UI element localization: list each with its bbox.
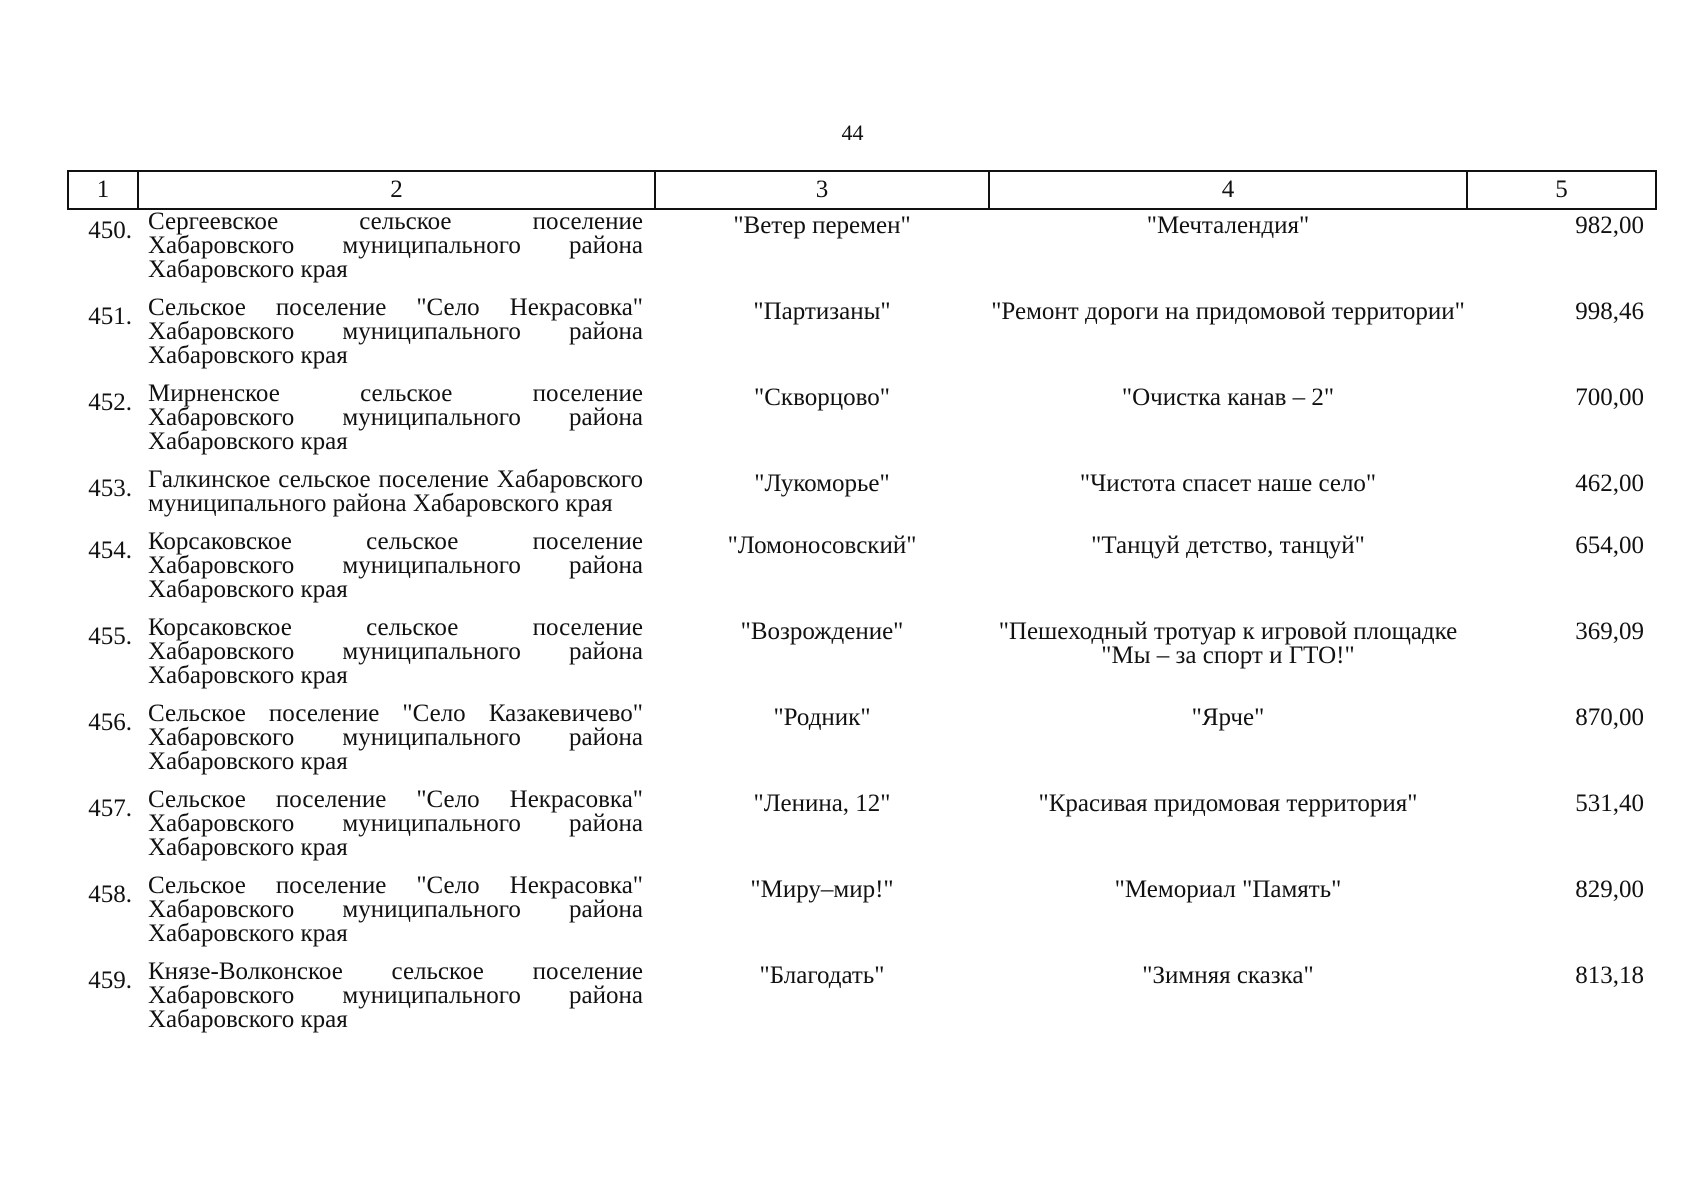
- table-row: [68, 209, 1656, 296]
- row-number: 453.: [88, 475, 132, 502]
- project-name: "Зимняя сказка": [1142, 962, 1314, 989]
- project-name: "Ярче": [1191, 704, 1265, 731]
- initiative-group: "Ленина, 12": [753, 790, 891, 817]
- row-number: 459.: [88, 967, 132, 994]
- row-number: 457.: [88, 795, 132, 822]
- document-table: [67, 170, 1657, 1046]
- header-col-3: 3: [655, 171, 989, 209]
- amount: 982,00: [1575, 212, 1644, 239]
- municipality-name: Сергеевское сельское поселение Хабаровского муниципального района Хабаровского края: [148, 208, 643, 283]
- row-number: 458.: [88, 881, 132, 908]
- table-row: [68, 530, 1656, 616]
- header-col-1: 1: [68, 171, 138, 209]
- row-number: 456.: [88, 709, 132, 736]
- initiative-group: "Благодать": [759, 962, 885, 989]
- row-number: 450.: [88, 217, 132, 244]
- project-name: "Мемориал "Память": [1114, 876, 1342, 903]
- amount: 462,00: [1575, 470, 1644, 497]
- header-col-5: 5: [1467, 171, 1656, 209]
- project-name: "Мечталендия": [1146, 212, 1310, 239]
- project-name: "Ремонт дороги на придомовой территории": [991, 298, 1465, 325]
- amount: 369,09: [1575, 618, 1644, 645]
- initiative-group: "Ломоносовский": [727, 532, 917, 559]
- municipality-name: Князе-Волконское сельское поселение Хабаровского муниципального района Хабаровского края: [148, 958, 643, 1033]
- initiative-group: "Ветер перемен": [733, 212, 911, 239]
- row-number: 455.: [88, 623, 132, 650]
- initiative-group: "Родник": [773, 704, 871, 731]
- municipality-name: Сельское поселение "Село Некрасовка" Хабаровского муниципального района Хабаровского края: [148, 294, 643, 369]
- municipality-name: Сельское поселение "Село Некрасовка" Хабаровского муниципального района Хабаровского края: [148, 872, 643, 947]
- amount: 654,00: [1575, 532, 1644, 559]
- row-number: 452.: [88, 389, 132, 416]
- table-header: [68, 171, 1656, 209]
- table-body: [68, 209, 1656, 1046]
- project-name: "Танцуй детство, танцуй": [1091, 532, 1365, 559]
- amount: 870,00: [1575, 704, 1644, 731]
- initiative-group: "Лукоморье": [754, 470, 890, 497]
- municipality-name: Сельское поселение "Село Казакевичево" Хабаровского муниципального района Хабаровского края: [148, 700, 643, 775]
- table-row: [68, 382, 1656, 468]
- table-row: [68, 960, 1656, 1046]
- table-row: [68, 874, 1656, 960]
- project-name: "Красивая придомовая территория": [1038, 790, 1418, 817]
- amount: 829,00: [1575, 876, 1644, 903]
- municipality-name: Сельское поселение "Село Некрасовка" Хабаровского муниципального района Хабаровского края: [148, 786, 643, 861]
- table-row: [68, 296, 1656, 382]
- initiative-group: "Миру–мир!": [750, 876, 894, 903]
- initiative-group: "Партизаны": [753, 298, 891, 325]
- municipality-name: Мирненское сельское поселение Хабаровского муниципального района Хабаровского края: [148, 380, 643, 455]
- amount: 813,18: [1575, 962, 1644, 989]
- amount: 700,00: [1575, 384, 1644, 411]
- project-name: "Чистота спасет наше село": [1079, 470, 1377, 497]
- municipality-name: Корсаковское сельское поселение Хабаровского муниципального района Хабаровского края: [148, 614, 643, 689]
- header-col-2: 2: [138, 171, 655, 209]
- municipality-name: Корсаковское сельское поселение Хабаровского муниципального района Хабаровского края: [148, 528, 643, 603]
- table-row: [68, 616, 1656, 702]
- project-name: "Очистка канав – 2": [1121, 384, 1335, 411]
- initiative-group: "Возрождение": [740, 618, 904, 645]
- row-number: 454.: [88, 537, 132, 564]
- header-col-4: 4: [989, 171, 1467, 209]
- table-row: [68, 788, 1656, 874]
- amount: 998,46: [1575, 298, 1644, 325]
- page-number: 44: [841, 120, 864, 145]
- project-name: "Пешеходный тротуар к игровой площадке "Мы – за спорт и ГТО!": [998, 618, 1458, 669]
- header-row: [68, 171, 1656, 209]
- table-row: [68, 468, 1656, 530]
- initiative-group: "Скворцово": [754, 384, 890, 411]
- municipality-name: Галкинское сельское поселение Хабаровского муниципального района Хабаровского края: [148, 466, 643, 517]
- table-row: [68, 702, 1656, 788]
- row-number: 451.: [88, 303, 132, 330]
- amount: 531,40: [1575, 790, 1644, 817]
